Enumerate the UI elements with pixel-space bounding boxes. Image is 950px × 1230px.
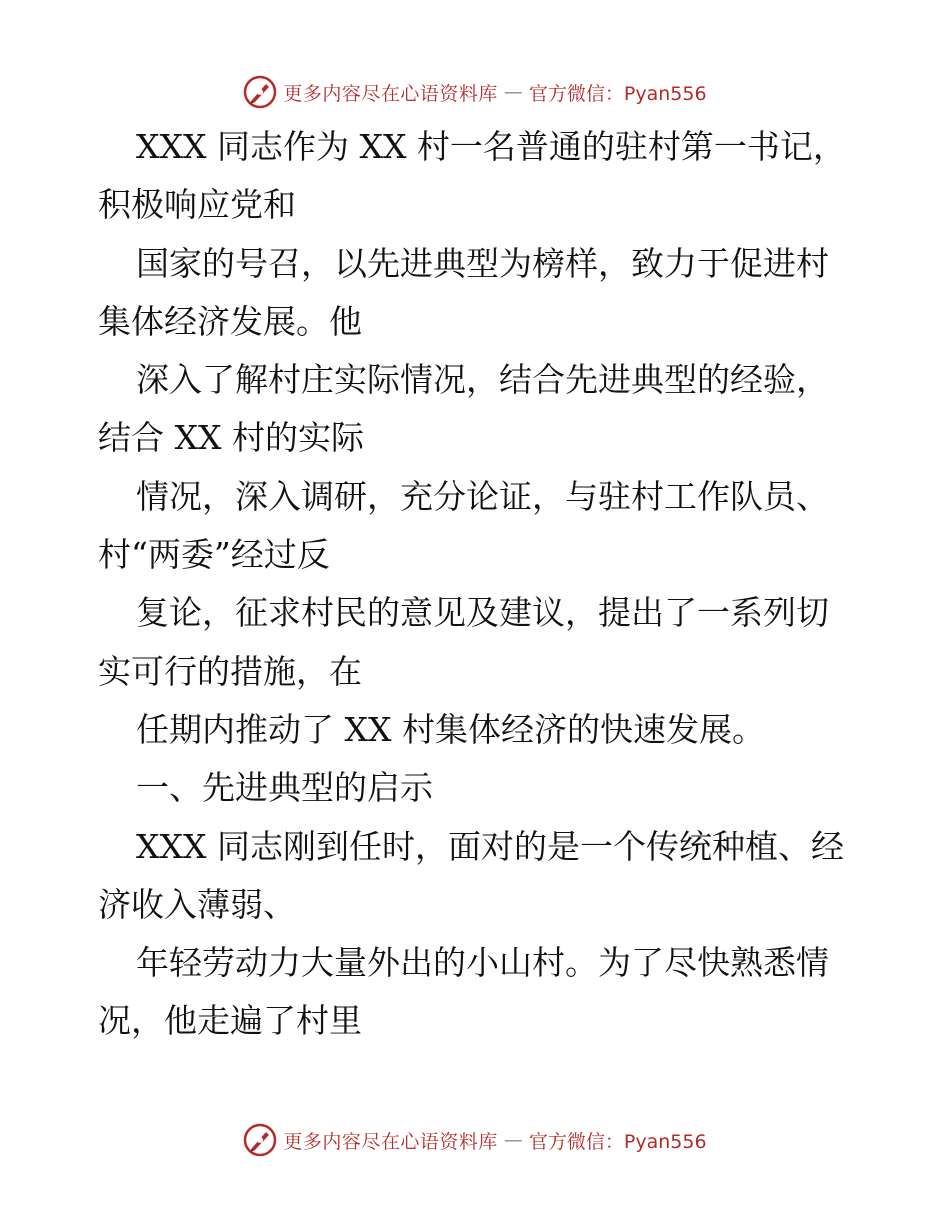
header-watermark [0, 72, 950, 112]
watermark-site-text: 更多内容尽在心语资料库 [283, 1130, 498, 1153]
text-line: 深入了解村庄实际情况，结合先进典型的经验， [136, 360, 829, 400]
footer-watermark [0, 1120, 950, 1160]
text-line: 结合 XX 村的实际 [98, 418, 364, 458]
text-line: 年轻劳动力大量外出的小山村。为了尽快熟悉情 [136, 943, 829, 983]
text-line: 任期内推动了 XX 村集体经济的快速发展。 [136, 709, 765, 749]
text-line: 村“两委”经过反 [98, 535, 330, 575]
watermark-separator: — [503, 81, 523, 103]
pen-quill-logo-icon [243, 1123, 277, 1157]
text-line: 况，他走遍了村里 [98, 1001, 362, 1041]
text-line: 济收入薄弱、 [98, 884, 296, 924]
pen-quill-logo-icon [243, 75, 277, 109]
text-line: 积极响应党和 [98, 185, 296, 225]
document-body [98, 118, 858, 1051]
text-line: 国家的号召，以先进典型为榜样，致力于促进村 [136, 243, 829, 283]
watermark-separator: — [503, 1129, 523, 1151]
text-line: 情况，深入调研，充分论证，与驻村工作队员、 [136, 476, 829, 516]
text-line: XXX 同志刚到任时，面对的是一个传统种植、经 [136, 826, 844, 866]
watermark-site-text: 更多内容尽在心语资料库 [283, 82, 498, 105]
text-line: 复论，征求村民的意见及建议，提出了一系列切 [136, 593, 829, 633]
text-line: 实可行的措施，在 [98, 651, 362, 691]
watermark-contact-text: 官方微信：Pyan556 [528, 1130, 707, 1153]
watermark-contact-text: 官方微信：Pyan556 [528, 82, 707, 105]
text-line: XXX 同志作为 XX 村一名普通的驻村第一书记， [136, 127, 846, 166]
section-heading: 一、先进典型的启示 [136, 768, 433, 808]
text-line: 集体经济发展。他 [98, 301, 362, 341]
